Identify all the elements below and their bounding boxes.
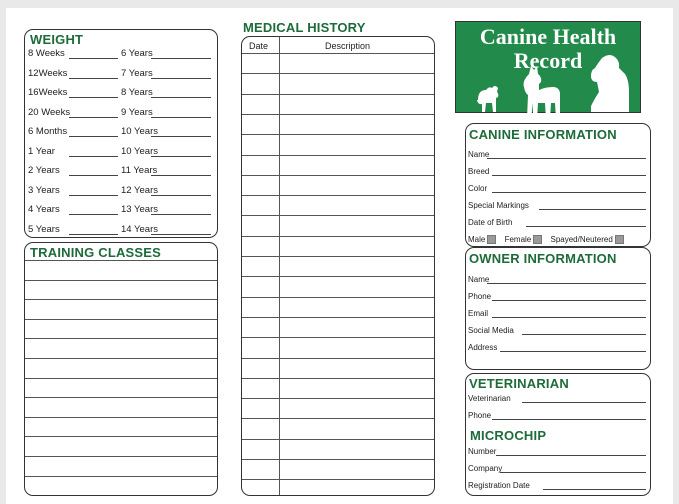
weight-entry-line[interactable] <box>69 97 118 98</box>
medical-entry-line[interactable] <box>242 215 434 216</box>
field-input-line[interactable] <box>492 300 647 301</box>
weight-entry-line[interactable] <box>151 136 211 137</box>
date-column-divider <box>279 37 280 495</box>
weight-label-left: 5 Years <box>28 223 60 235</box>
field-label: Breed <box>468 167 490 176</box>
medical-entry-line[interactable] <box>242 439 434 440</box>
field-input-line[interactable] <box>500 472 646 473</box>
weight-label-left: 1 Year <box>28 145 55 157</box>
weight-entry-line[interactable] <box>69 156 118 157</box>
weight-section <box>24 29 218 238</box>
weight-label-left: 4 Years <box>28 204 60 215</box>
owner-information-section <box>465 247 651 370</box>
field-label: Phone <box>468 292 492 301</box>
medical-entry-line[interactable] <box>242 73 434 74</box>
weight-label-right: 8 Years <box>121 87 153 98</box>
medical-entry-line[interactable] <box>242 256 434 257</box>
canine-information-section <box>465 123 651 247</box>
field-label: Social Media <box>468 326 514 335</box>
owner-info-title: OWNER INFORMATION <box>469 251 617 266</box>
training-entry-line[interactable] <box>25 476 217 477</box>
medical-entry-line[interactable] <box>242 378 434 379</box>
medical-entry-line[interactable] <box>242 195 434 196</box>
medical-entry-line[interactable] <box>242 155 434 156</box>
medical-history-title: MEDICAL HISTORY <box>243 20 366 35</box>
training-entry-line[interactable] <box>25 397 217 398</box>
sex-options <box>468 235 630 244</box>
weight-label-right: 11 Years <box>121 165 158 176</box>
spayed-neutered-checkbox[interactable] <box>615 235 624 244</box>
field-input-line[interactable] <box>496 455 646 456</box>
weight-label-left: 16Weeks <box>28 87 68 98</box>
training-entry-line[interactable] <box>25 358 217 359</box>
training-entry-line[interactable] <box>25 299 217 300</box>
medical-entry-line[interactable] <box>242 358 434 359</box>
weight-label-right: 9 Years <box>121 106 153 118</box>
field-label: Name <box>468 275 490 284</box>
weight-entry-line[interactable] <box>69 214 118 215</box>
field-input-line[interactable] <box>522 334 646 335</box>
weight-label-right: 7 Years <box>121 67 153 79</box>
weight-entry-line[interactable] <box>69 136 118 137</box>
microchip-title: MICROCHIP <box>470 428 547 443</box>
date-column-header: Date <box>249 41 269 51</box>
medical-entry-line[interactable] <box>242 297 434 298</box>
weight-title: WEIGHT <box>30 32 84 47</box>
training-entry-line[interactable] <box>25 280 217 281</box>
field-input-line[interactable] <box>500 351 646 352</box>
weight-entry-line[interactable] <box>69 234 118 235</box>
weight-label-right: 13 Years <box>121 204 158 215</box>
canine-health-record-banner <box>455 21 641 113</box>
field-label: Number <box>468 447 497 456</box>
field-input-line[interactable] <box>492 317 647 318</box>
field-label: Email <box>468 309 489 318</box>
banner-title-line2: Record <box>513 48 583 73</box>
weight-label-right: 14 Years <box>121 223 158 235</box>
weight-label-right: 10 Years <box>121 145 158 157</box>
weight-label-right: 6 Years <box>121 48 153 59</box>
medical-entry-line[interactable] <box>242 236 434 237</box>
weight-entry-line[interactable] <box>151 234 211 235</box>
banner-title-line1: Canine Health <box>479 24 617 49</box>
field-label: Veterinarian <box>468 394 511 403</box>
weight-entry-line[interactable] <box>151 214 211 215</box>
weight-label-left: 20 Weeks <box>28 106 71 118</box>
weight-entry-line[interactable] <box>69 195 118 196</box>
weight-entry-line[interactable] <box>151 78 211 79</box>
training-classes-section <box>24 242 218 496</box>
weight-label-left: 2 Years <box>28 165 60 176</box>
field-input-line[interactable] <box>543 489 646 490</box>
training-entry-line[interactable] <box>25 456 217 457</box>
veterinarian-title: VETERINARIAN <box>469 376 569 391</box>
medical-entry-line[interactable] <box>242 53 434 54</box>
training-entry-line[interactable] <box>25 338 217 339</box>
field-input-line[interactable] <box>492 175 647 176</box>
spayed-neutered-label: Spayed/Neutered <box>550 235 613 244</box>
field-input-line[interactable] <box>492 419 647 420</box>
dog-silhouettes-image <box>456 22 642 114</box>
training-entry-line[interactable] <box>25 378 217 379</box>
field-label: Name <box>468 150 490 159</box>
veterinarian-microchip-section <box>465 373 651 496</box>
weight-entry-line[interactable] <box>151 58 211 59</box>
canine-info-title: CANINE INFORMATION <box>469 127 617 142</box>
weight-entry-line[interactable] <box>151 117 211 118</box>
weight-label-left: 3 Years <box>28 184 60 196</box>
male-checkbox[interactable] <box>487 235 496 244</box>
medical-entry-line[interactable] <box>242 276 434 277</box>
medical-entry-line[interactable] <box>242 94 434 95</box>
medical-entry-line[interactable] <box>242 418 434 419</box>
weight-entry-line[interactable] <box>151 195 211 196</box>
training-entry-line[interactable] <box>25 260 217 261</box>
medical-entry-line[interactable] <box>242 114 434 115</box>
weight-label-right: 10 Years <box>121 126 158 137</box>
weight-label-right: 12 Years <box>121 184 158 196</box>
field-label: Company <box>468 464 503 473</box>
medical-entry-line[interactable] <box>242 398 434 399</box>
field-input-line[interactable] <box>492 192 647 193</box>
field-label: Phone <box>468 411 492 420</box>
field-input-line[interactable] <box>487 158 646 159</box>
weight-entry-line[interactable] <box>151 175 211 176</box>
field-input-line[interactable] <box>539 209 646 210</box>
weight-entry-line[interactable] <box>69 78 118 79</box>
medical-entry-line[interactable] <box>242 134 434 135</box>
field-label: Address <box>468 343 498 352</box>
weight-entry-line[interactable] <box>69 117 118 118</box>
training-entry-line[interactable] <box>25 417 217 418</box>
weight-label-left: 6 Months <box>28 126 68 137</box>
medical-entry-line[interactable] <box>242 317 434 318</box>
medical-entry-line[interactable] <box>242 479 434 480</box>
medical-entry-line[interactable] <box>242 459 434 460</box>
weight-entry-line[interactable] <box>151 97 211 98</box>
training-entry-line[interactable] <box>25 436 217 437</box>
field-label: Registration Date <box>468 481 530 490</box>
field-input-line[interactable] <box>526 226 646 227</box>
weight-label-left: 12Weeks <box>28 67 68 79</box>
training-entry-line[interactable] <box>25 319 217 320</box>
field-input-line[interactable] <box>522 402 646 403</box>
field-label: Date of Birth <box>468 218 513 227</box>
field-label: Color <box>468 184 488 193</box>
female-checkbox[interactable] <box>533 235 542 244</box>
male-label: Male <box>468 235 486 244</box>
field-label: Special Markings <box>468 201 529 210</box>
field-input-line[interactable] <box>487 283 646 284</box>
weight-label-left: 8 Weeks <box>28 48 65 59</box>
female-label: Female <box>504 235 532 244</box>
description-column-header: Description <box>325 41 371 51</box>
weight-entry-line[interactable] <box>151 156 211 157</box>
medical-history-table <box>241 36 435 496</box>
medical-entry-line[interactable] <box>242 337 434 338</box>
training-title: TRAINING CLASSES <box>30 245 162 260</box>
weight-entry-line[interactable] <box>69 175 118 176</box>
medical-entry-line[interactable] <box>242 175 434 176</box>
weight-entry-line[interactable] <box>69 58 118 59</box>
